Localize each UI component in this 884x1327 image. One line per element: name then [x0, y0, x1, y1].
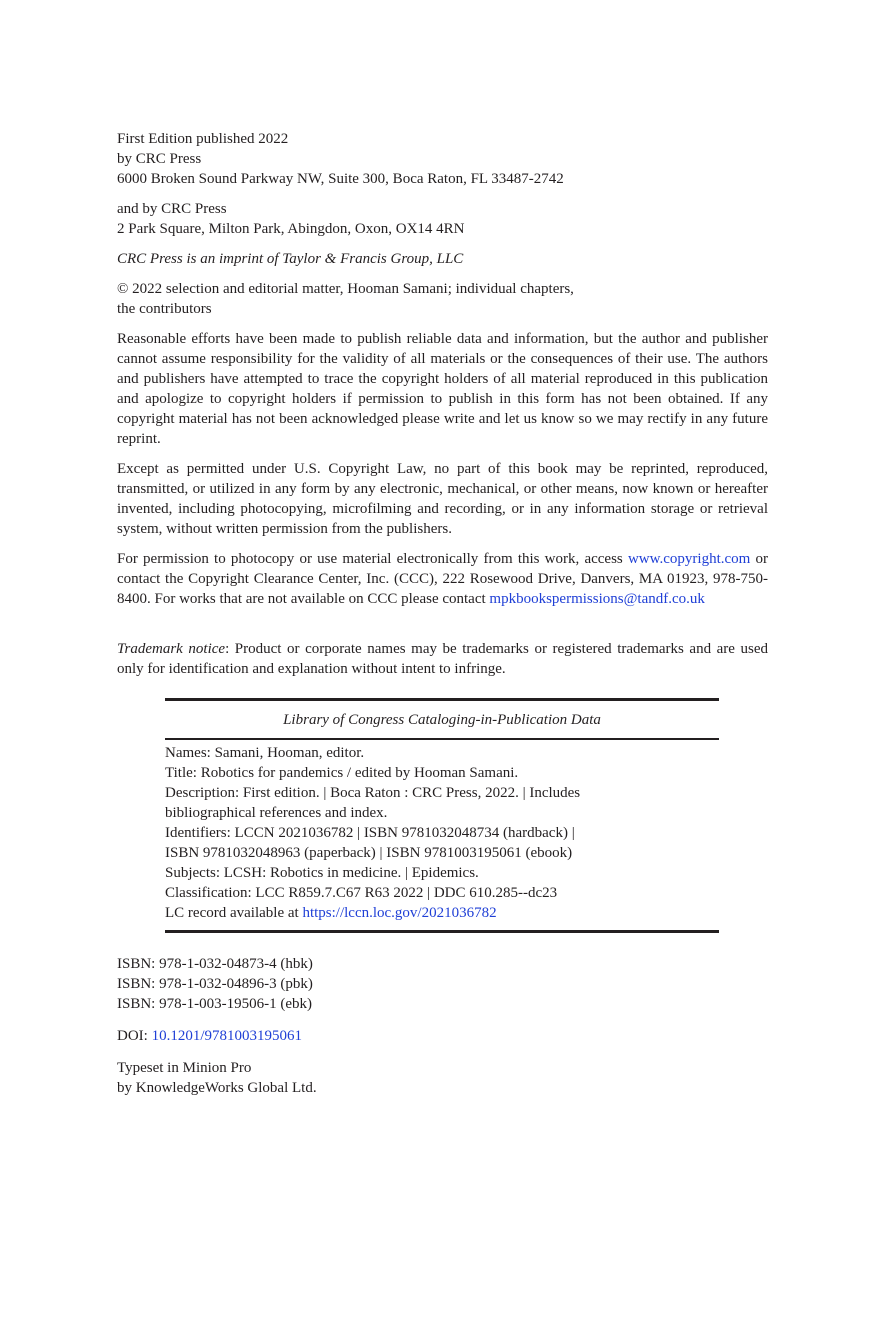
cip-identifiers: Identifiers: LCCN 2021036782 | ISBN 9781032048734 (hardback) |	[165, 825, 575, 841]
cip-data-box	[165, 698, 719, 933]
cip-subjects: Subjects: LCSH: Robotics in medicine. | Epidemics.	[165, 865, 479, 881]
imprint-note: CRC Press is an imprint of Taylor & Francis Group, LLC	[117, 251, 464, 267]
isbn-list	[117, 954, 768, 1014]
trademark-label: Trademark notice	[117, 641, 226, 657]
doi-line	[117, 1026, 768, 1046]
typeset-info	[117, 1058, 768, 1098]
uk-publisher-info	[117, 199, 768, 239]
cip-classification: Classification: LCC R859.7.C67 R63 2022 | DDC 610.285--dc23	[165, 885, 558, 901]
doi-label: DOI:	[117, 1028, 152, 1044]
cip-lc-record	[165, 903, 719, 923]
copyright-notice	[117, 279, 768, 319]
publication-info	[117, 129, 768, 189]
typeset-line-2: by KnowledgeWorks Global Ltd.	[117, 1080, 317, 1096]
cip-names: Names: Samani, Hooman, editor.	[165, 745, 365, 761]
permission-paragraph	[117, 549, 768, 609]
lc-record-label: LC record available at	[165, 905, 303, 921]
lccn-link[interactable]: https://lccn.loc.gov/2021036782	[302, 905, 497, 921]
edition-line: First Edition published 2022	[117, 131, 289, 147]
permission-text-1: For permission to photocopy or use material electronically from this work, access	[117, 551, 628, 567]
cip-description-cont: bibliographical references and index.	[165, 805, 388, 821]
copyright-com-link[interactable]: www.copyright.com	[627, 551, 751, 567]
publisher-line: by CRC Press	[117, 151, 202, 167]
except-permitted-paragraph: Except as permitted under U.S. Copyright Law, no part of this book may be reprinted, reproduced, transmitted, or utilized in any form by any electronic, mechanical, or other means, now known or hereafter invented, including photocopying, microfilming and recording, or in any information storage or retrieval system, without written permission from the publishers.	[117, 461, 768, 537]
isbn-pbk: ISBN: 978-1-032-04896-3 (pbk)	[117, 976, 313, 992]
cip-identifiers-cont: ISBN 9781032048963 (paperback) | ISBN 9781003195061 (ebook)	[165, 845, 573, 861]
isbn-ebk: ISBN: 978-1-003-19506-1 (ebk)	[117, 996, 312, 1012]
permission-text-2: or contact the Copyright Clearance Center, Inc. (CCC), 222 Rosewood Drive, Danvers, MA 01923, 978-750-8400. For works that are not available on CCC please contact	[117, 551, 769, 607]
us-address: 6000 Broken Sound Parkway NW, Suite 300, Boca Raton, FL 33487-2742	[117, 171, 564, 187]
and-by-line: and by CRC Press	[117, 201, 227, 217]
doi-link[interactable]: 10.1201/9781003195061	[151, 1028, 302, 1044]
imprint-note-block	[117, 249, 768, 269]
doi-block	[117, 1026, 768, 1046]
copyright-line-2: the contributors	[117, 301, 212, 317]
uk-address: 2 Park Square, Milton Park, Abingdon, Oxon, OX14 4RN	[117, 221, 465, 237]
trademark-paragraph	[117, 639, 768, 679]
cip-title: Title: Robotics for pandemics / edited by Hooman Samani.	[165, 765, 519, 781]
trademark-text: : Product or corporate names may be trademarks or registered trademarks and are used only for identification and explanation without intent to infringe.	[117, 641, 768, 677]
cip-heading: Library of Congress Cataloging-in-Publication Data	[165, 701, 719, 740]
cip-record	[165, 740, 719, 930]
cip-description: Description: First edition. | Boca Raton : CRC Press, 2022. | Includes	[165, 785, 581, 801]
typeset-line-1: Typeset in Minion Pro	[117, 1060, 252, 1076]
permissions-email-link[interactable]: mpkbookspermissions@tandf.co.uk	[489, 591, 705, 607]
isbn-hbk: ISBN: 978-1-032-04873-4 (hbk)	[117, 956, 313, 972]
copyright-line-1: © 2022 selection and editorial matter, Hooman Samani; individual chapters,	[117, 281, 574, 297]
reasonable-efforts-paragraph: Reasonable efforts have been made to publish reliable data and information, but the author and publisher cannot assume responsibility for the validity of all materials or the consequences of their use. The authors and publishers have attempted to trace the copyright holders of all material reproduced in this publication and apologize to copyright holders if permission to publish in this form has not been obtained. If any copyright material has not been acknowledged please write and let us know so we may rectify in any future reprint.	[117, 331, 768, 447]
